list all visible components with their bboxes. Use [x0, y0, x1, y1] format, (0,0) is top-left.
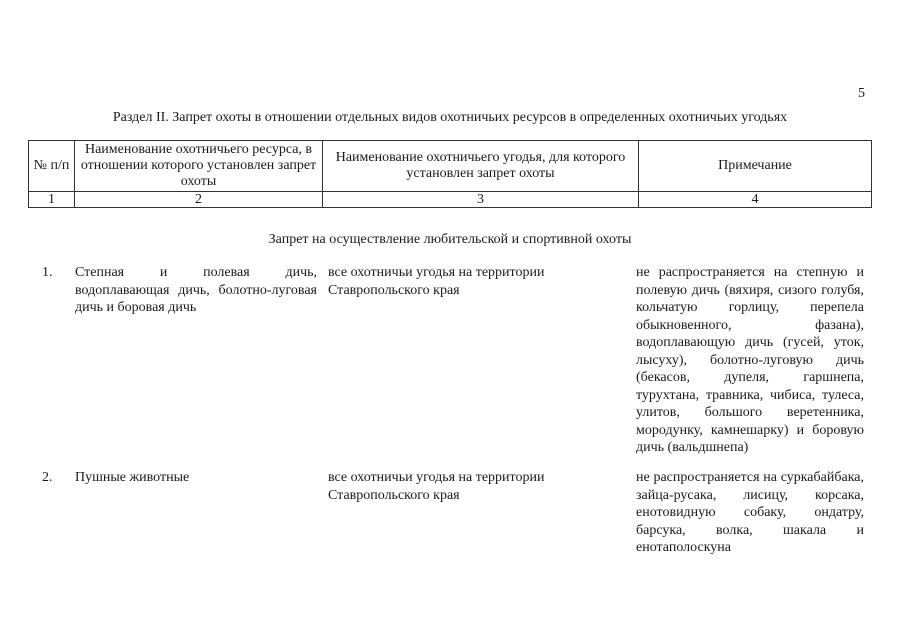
table-column-numbers-row — [29, 192, 872, 208]
column-number-1: 1 — [29, 192, 75, 208]
row-number: 2. — [42, 470, 53, 485]
column-header-note: Примечание — [639, 141, 872, 192]
row-number: 1. — [42, 265, 53, 280]
row-area: все охотничьи угодья на территории Ставропольского края — [328, 470, 545, 503]
column-number-3: 3 — [323, 192, 639, 208]
page-number: 5 — [858, 86, 865, 101]
column-header-resource: Наименование охотничьего ресурса, в отношении которого установлен запрет охоты — [75, 141, 323, 192]
row-resource: Степная и полевая дичь, водоплавающая дичь, болотно-луговая дичь и боровая дичь — [75, 265, 317, 315]
row-note: не распространяется на степную и полевую дичь (вяхиря, сизого голубя, кольчатую горлицу, перепела обыкновенного, фазана), водоплавающую дичь (гусей, уток, лысуху), болотно-луговую дичь (бекасов, дупеля, гаршнепа, турухтана, травника, чибиса, тулеса, улитов, большого веретенника, мородунку, камнешарку) и боровую дичь (вальдшнепа) — [636, 265, 864, 455]
column-header-number: № п/п — [29, 141, 75, 192]
column-number-4: 4 — [639, 192, 872, 208]
column-header-area: Наименование охотничьего угодья, для которого установлен запрет охоты — [323, 141, 639, 192]
table-header — [28, 140, 872, 208]
subheading: Запрет на осуществление любительской и спортивной охоты — [268, 232, 632, 247]
row-resource: Пушные животные — [75, 470, 190, 485]
row-note: не распространяется на суркабайбака, зайца-русака, лисицу, корсака, енотовидную собаку, ондатру, барсука, волка, шакала и енотаполоскуна — [636, 470, 864, 555]
table-header-row — [29, 141, 872, 192]
section-title: Раздел II. Запрет охоты в отношении отдельных видов охотничьих ресурсов в определенных охотничьих угодьях — [112, 110, 788, 125]
column-number-2: 2 — [75, 192, 323, 208]
row-area: все охотничьи угодья на территории Ставропольского края — [328, 265, 545, 298]
